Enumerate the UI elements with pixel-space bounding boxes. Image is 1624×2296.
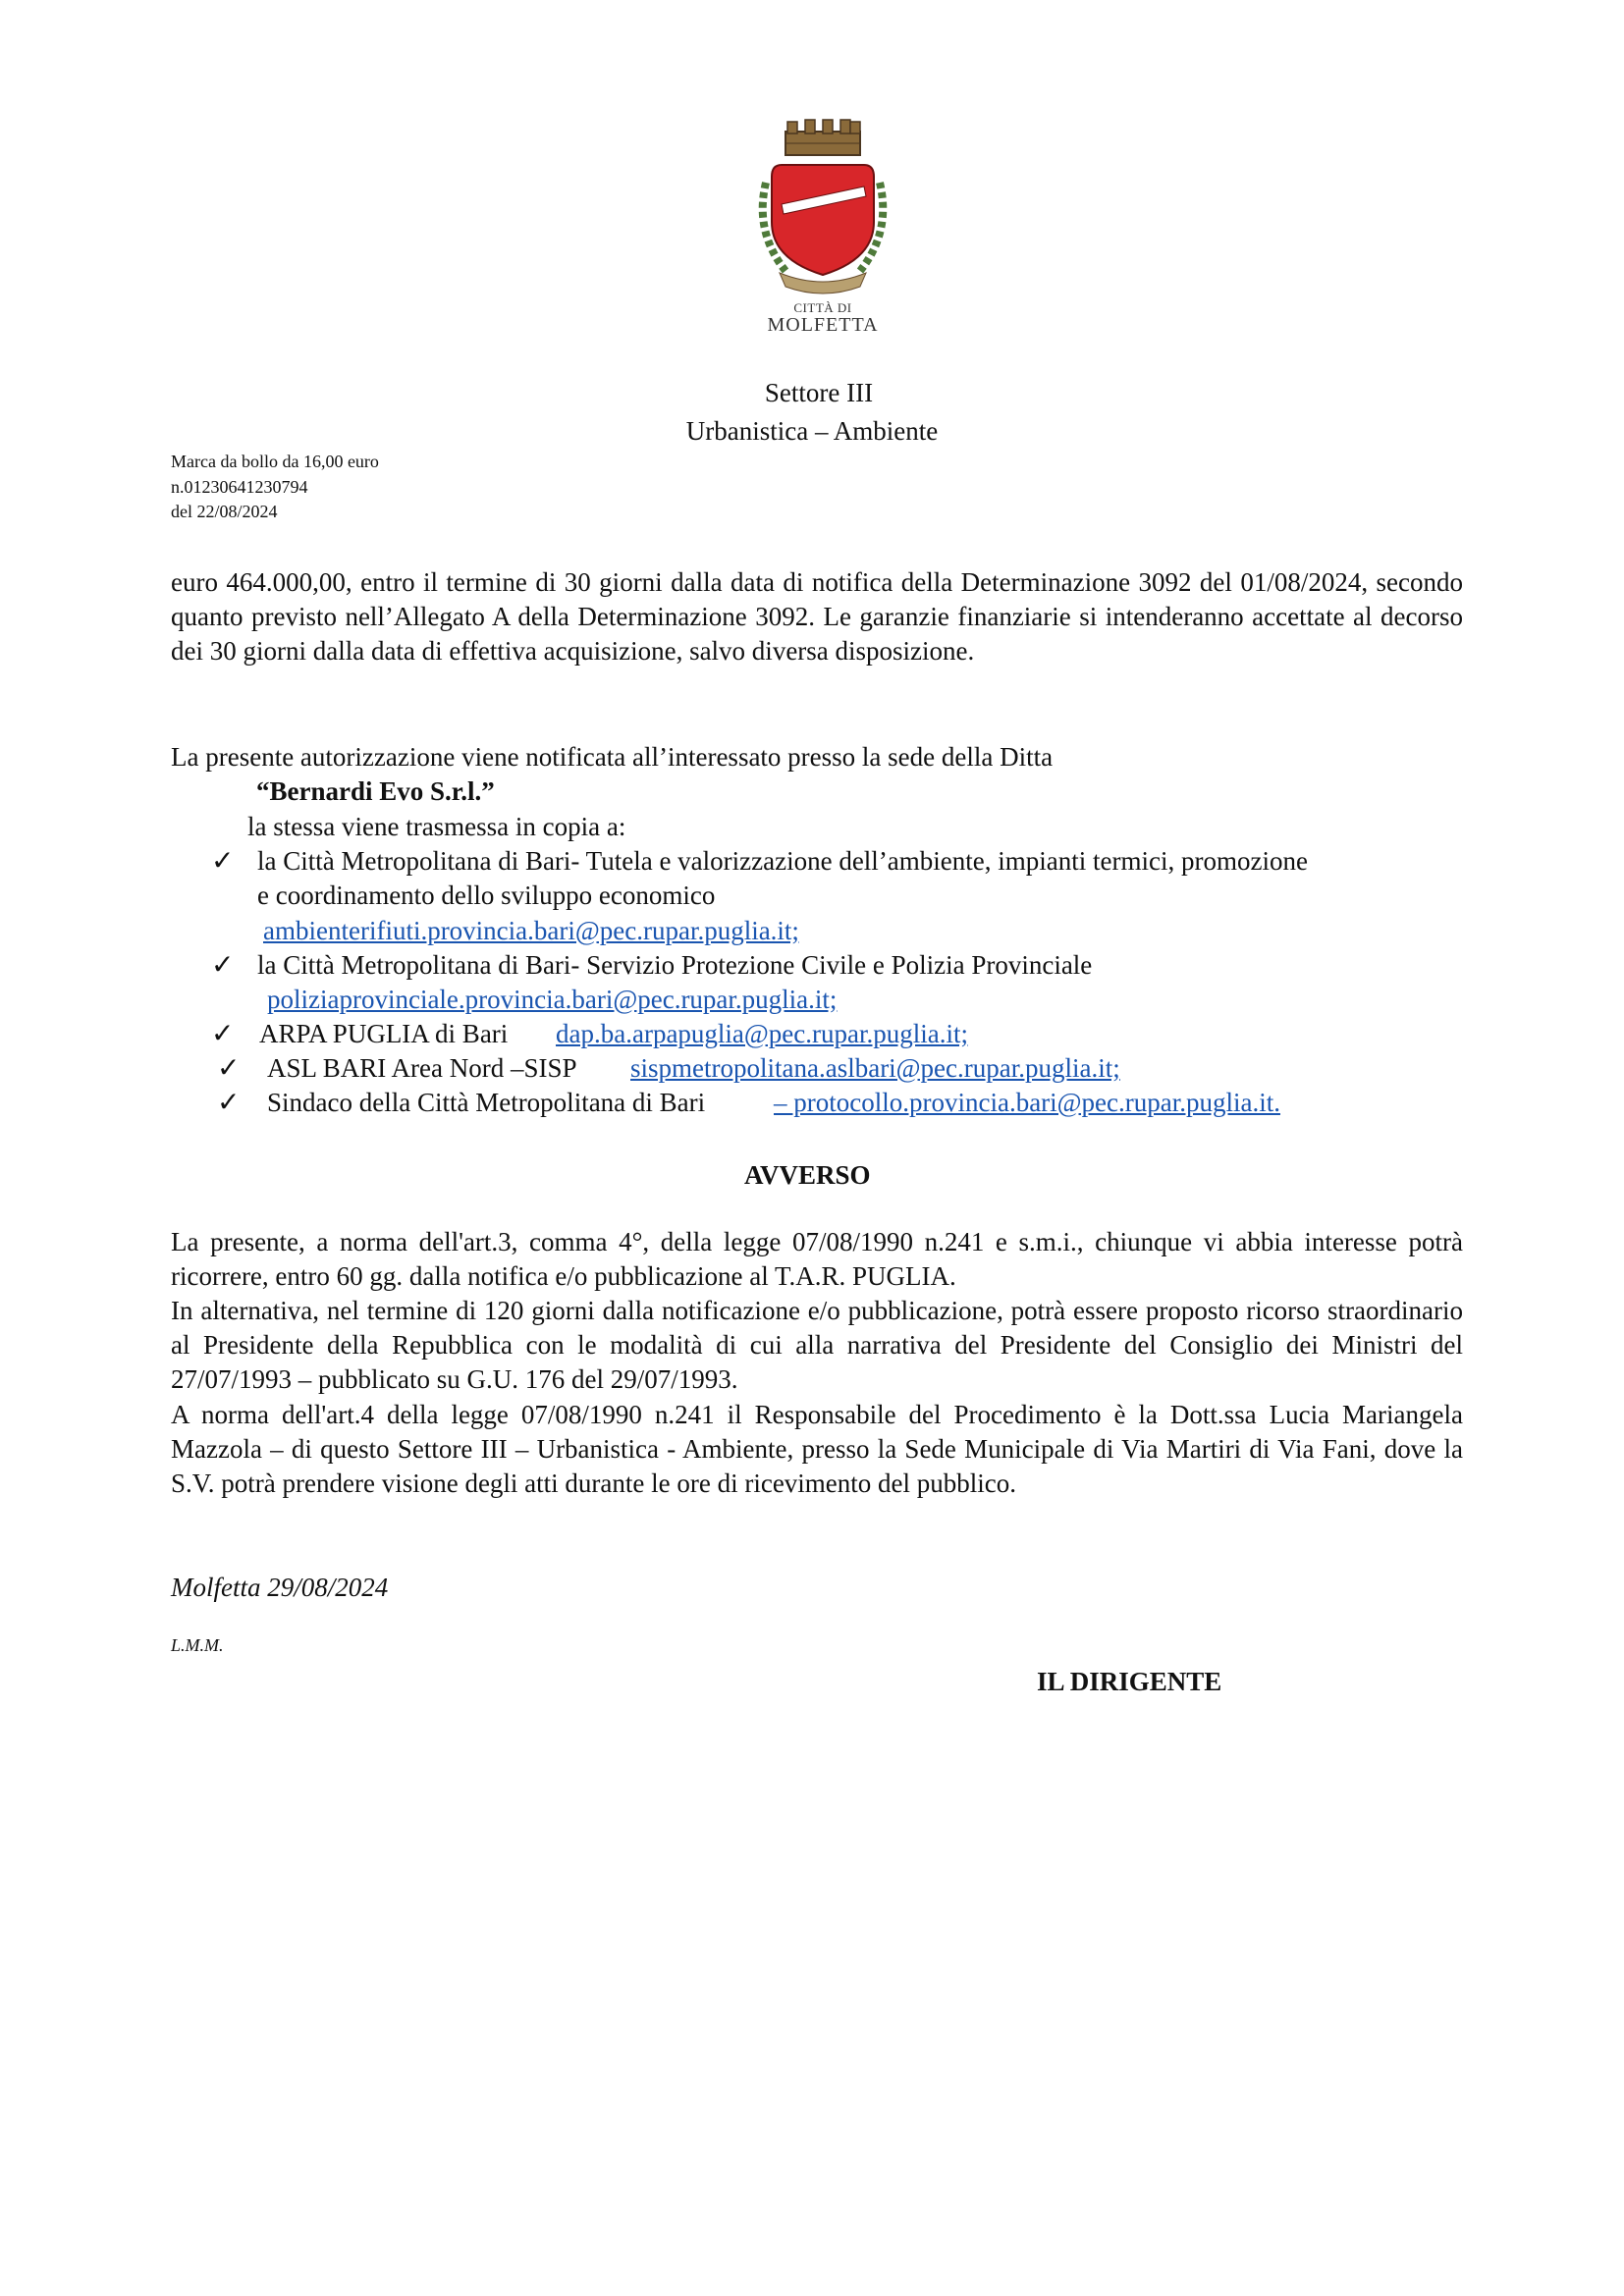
- stamp-line-3: del 22/08/2024: [171, 502, 278, 521]
- checkmark-icon: ✓: [217, 1053, 241, 1084]
- checkmark-icon: ✓: [211, 846, 235, 877]
- recipient-email-link[interactable]: ambienterifiuti.provincia.bari@pec.rupar.puglia.it;: [263, 916, 799, 945]
- recipient-text: la Città Metropolitana di Bari- Servizio Protezione Civile e Polizia Provinciale: [257, 950, 1093, 980]
- company-name: “Bernardi Evo S.r.l.”: [256, 776, 495, 806]
- recipient-text: ASL BARI Area Nord –SISP: [267, 1053, 577, 1083]
- molfetta-coat-of-arms-icon: [727, 94, 919, 361]
- avverso-heading: AVVERSO: [744, 1160, 871, 1190]
- checkmark-icon: ✓: [211, 950, 235, 981]
- stamp-line-2: n.01230641230794: [171, 477, 308, 497]
- recipient-email-link[interactable]: – protocollo.provincia.bari@pec.rupar.puglia.it.: [774, 1088, 1280, 1117]
- recipient-email-link[interactable]: dap.ba.arpapuglia@pec.rupar.puglia.it;: [556, 1019, 968, 1048]
- intro-paragraph: euro 464.000,00, entro il termine di 30 giorni dalla data di notifica della Determinazione 3092 del 01/08/2024, secondo quanto previsto nell’Allegato A della Determinazione 3092. Le garanzie finanziarie si intenderanno accettate al decorso dei 30 giorni dalla data di effettiva acquisizione, salvo diversa disposizione.: [171, 567, 1463, 666]
- recipient-text: ARPA PUGLIA di Bari: [259, 1019, 509, 1048]
- author-initials: L.M.M.: [171, 1635, 224, 1655]
- recipient-text: Sindaco della Città Metropolitana di Bari: [267, 1088, 706, 1117]
- checkmark-icon: ✓: [217, 1088, 241, 1118]
- notification-line: La presente autorizzazione viene notificata all’interessato presso la sede della Ditta: [171, 742, 1054, 772]
- appeal-paragraph-1: La presente, a norma dell'art.3, comma 4°, della legge 07/08/1990 n.241 e s.m.i., chiunque vi abbia interesse potrà ricorrere, entro 60 gg. dalla notifica e/o pubblicazione al T.A.R. PUGLIA.: [171, 1227, 1463, 1291]
- crest-city-label: CITTÀ DI: [793, 300, 852, 315]
- appeal-paragraph-3: A norma dell'art.4 della legge 07/08/1990 n.241 il Responsabile del Procedimento è la Dott.ssa Lucia Mariangela Mazzola – di questo Settore III – Urbanistica - Ambiente, presso la Sede Municipale di Via Martiri di Via Fani, dove la S.V. potrà prendere visione degli atti durante le ore di ricevimento del pubblico.: [171, 1400, 1463, 1498]
- recipient-text: la Città Metropolitana di Bari- Tutela e valorizzazione dell’ambiente, impianti termici, promozione: [257, 846, 1308, 876]
- crest-city-name: MOLFETTA: [767, 314, 879, 336]
- department-title: Urbanistica – Ambiente: [685, 416, 939, 446]
- checkmark-icon: ✓: [211, 1019, 235, 1049]
- recipient-text-cont: e coordinamento dello sviluppo economico: [257, 881, 716, 910]
- recipient-email-link[interactable]: sispmetropolitana.aslbari@pec.rupar.puglia.it;: [630, 1053, 1120, 1083]
- place-date: Molfetta 29/08/2024: [171, 1573, 389, 1602]
- signature-title: IL DIRIGENTE: [1037, 1667, 1222, 1696]
- copy-intro: la stessa viene trasmessa in copia a:: [247, 812, 626, 841]
- stamp-line-1: Marca da bollo da 16,00 euro: [171, 452, 379, 471]
- coat-of-arms-graphic: [727, 94, 919, 300]
- recipient-email-link[interactable]: poliziaprovinciale.provincia.bari@pec.rupar.puglia.it;: [267, 985, 838, 1014]
- sector-title: Settore III: [764, 378, 874, 407]
- appeal-paragraph-2: In alternativa, nel termine di 120 giorni dalla notificazione e/o pubblicazione, potrà essere proposto ricorso straordinario al Presidente della Repubblica con le modalità di cui alla narrativa del Presidente del Consiglio dei Ministri del 27/07/1993 – pubblicato su G.U. 176 del 29/07/1993.: [171, 1296, 1463, 1394]
